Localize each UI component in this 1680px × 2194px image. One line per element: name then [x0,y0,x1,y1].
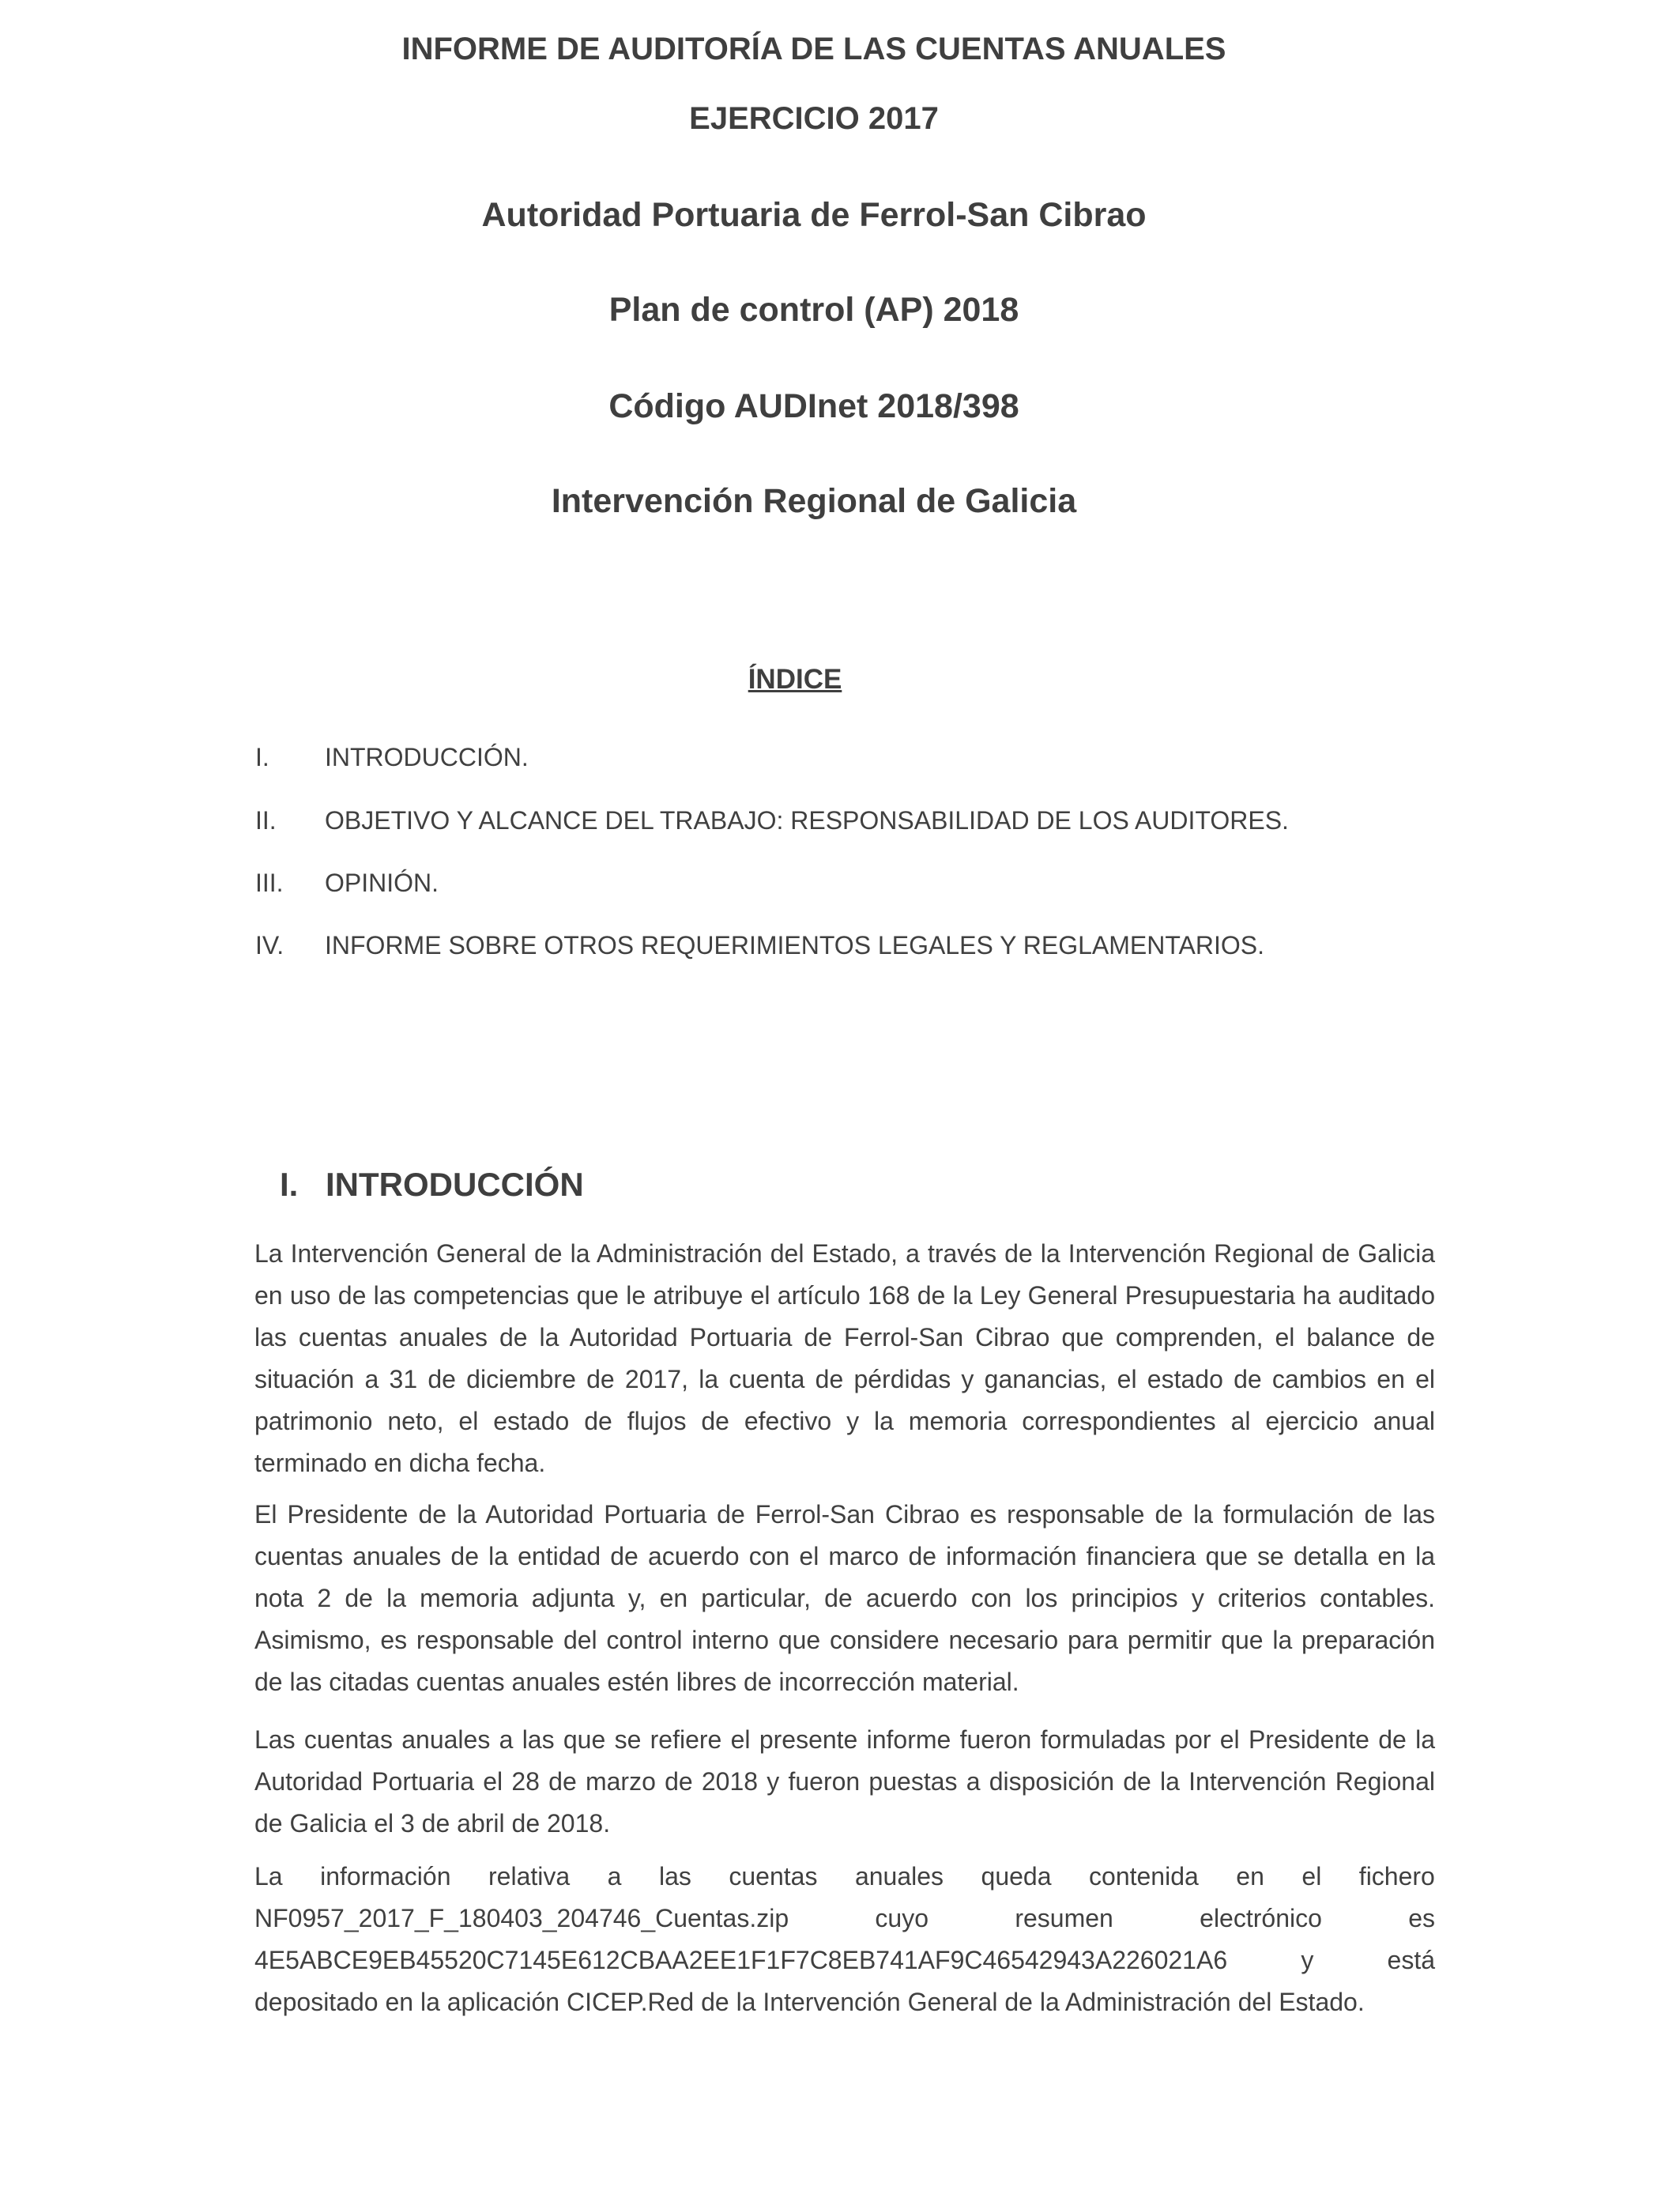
entity-name: Autoridad Portuaria de Ferrol-San Cibrao [481,196,1147,234]
word: y [1301,1946,1314,1974]
index-item-number: IV. [255,931,284,959]
index-item [255,931,1264,960]
paragraph: El Presidente de la Autoridad Portuaria de Ferrol-San Cibrao es responsable de la formulación de las cuentas anuales de la entidad de acuerdo con el marco de información financiera que se detalla en la nota 2 de la memoria adjunta y, en particular, de acuerdo con los principios y criterios contables. Asimismo, es responsable del control interno que considere necesario para permitir que la preparación de las citadas cuentas anuales estén libres de incorrección material. [254,1500,1435,1696]
audinet-code: Código AUDInet 2018/398 [608,387,1019,425]
index-item-number: II. [255,806,277,835]
index-item [255,806,1289,835]
word: electrónico [1200,1904,1322,1932]
word: NF0957_2017_F_180403_204746_Cuentas.zip [254,1904,789,1932]
word: relativa [488,1862,571,1891]
word: las [658,1862,691,1891]
word: contenida [1089,1862,1199,1891]
section-number: I. [280,1166,299,1203]
report-year: EJERCICIO 2017 [689,101,939,136]
word: a [607,1862,622,1891]
index-title: ÍNDICE [748,664,842,695]
index-item-label: OPINIÓN. [325,869,439,897]
word: el [1301,1862,1322,1891]
word: está [1387,1946,1435,1974]
word: información [320,1862,451,1891]
index-item-label: INTRODUCCIÓN. [325,743,529,771]
word: 4E5ABCE9EB45520C7145E612CBAA2EE1F1F7C8EB741AF9C46542943A226021A6 [254,1946,1228,1974]
word: La [254,1862,283,1891]
index-item-label: OBJETIVO Y ALCANCE DEL TRABAJO: RESPONSABILIDAD DE LOS AUDITORES. [325,806,1289,835]
paragraph-file-info [254,1856,1435,2023]
word: en [1236,1862,1264,1891]
regional-office: Intervención Regional de Galicia [551,482,1077,520]
word: cuyo [875,1904,929,1932]
paragraph: La Intervención General de la Administración del Estado, a través de la Intervención Regional de Galicia en uso de las competencias que le atribuye el artículo 168 de la Ley General Presupuestaria ha auditado las cuentas anuales de la Autoridad Portuaria de Ferrol-San Cibrao que comprenden, el balance de situación a 31 de diciembre de 2017, la cuenta de pérdidas y ganancias, el estado de cambios en el patrimonio neto, el estado de flujos de efectivo y la memoria correspondientes al ejercicio anual terminado en dicha fecha. [254,1239,1435,1477]
word: es [1408,1904,1435,1932]
word: fichero [1358,1862,1435,1891]
word: anuales [854,1862,944,1891]
paragraph: Las cuentas anuales a las que se refiere el presente informe fueron formuladas por el Presidente de la Autoridad Portuaria el 28 de marzo de 2018 y fueron puestas a disposición de la Intervención Regional de Galicia el 3 de abril de 2018. [254,1725,1435,1838]
control-plan: Plan de control (AP) 2018 [608,291,1019,329]
index-item [255,869,439,898]
section-heading [280,1166,584,1204]
index-item-number: I. [255,743,269,771]
report-title: INFORME DE AUDITORÍA DE LAS CUENTAS ANUALES [401,32,1226,66]
word: queda [981,1862,1052,1891]
paragraph-line: depositado en la aplicación CICEP.Red de la Intervención General de la Administración del Estado. [254,1988,1365,2016]
index-item [255,743,529,772]
section-title: INTRODUCCIÓN [326,1166,584,1203]
index-item-number: III. [255,869,284,897]
paragraph-line [254,1856,1435,1898]
index-item-label: INFORME SOBRE OTROS REQUERIMIENTOS LEGALES Y REGLAMENTARIOS. [325,931,1264,959]
paragraph-line [254,1940,1435,1981]
word: resumen [1015,1904,1113,1932]
word: cuentas [729,1862,818,1891]
paragraph-line [254,1898,1435,1940]
